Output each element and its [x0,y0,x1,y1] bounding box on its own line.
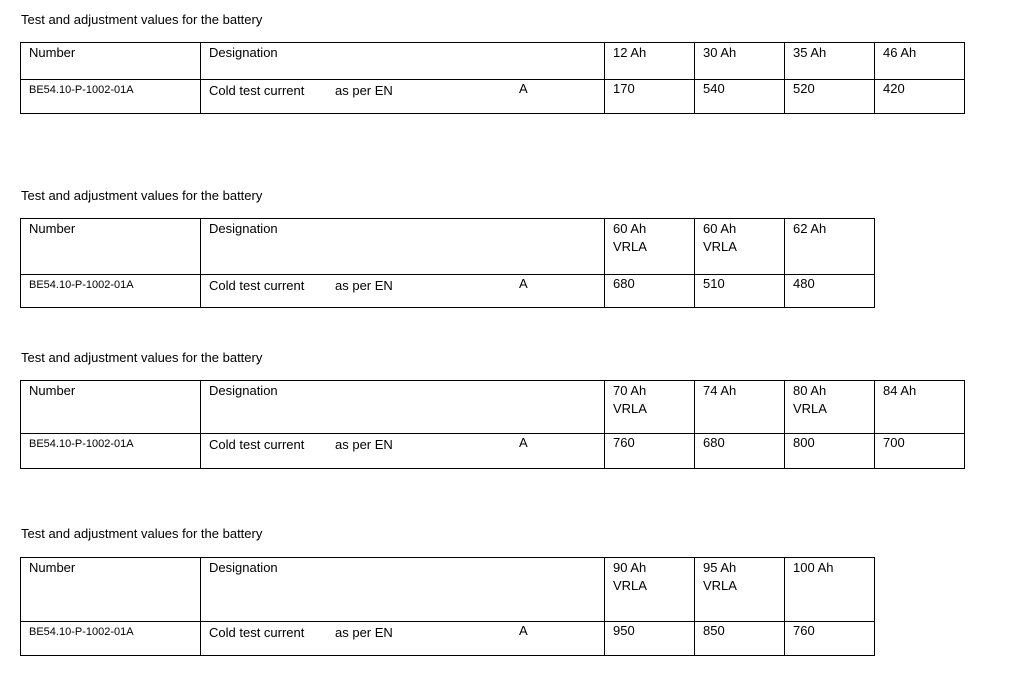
value-cell: 170 [605,80,695,114]
section-title: Test and adjustment values for the battery [21,350,263,365]
value-cell: 680 [605,275,695,308]
value-cell: 510 [695,275,785,308]
capacity-header: 30 Ah [695,43,785,80]
value-cell: 800 [785,434,875,469]
capacity-header: 90 Ah VRLA [605,558,695,622]
header-number: Number [21,43,201,80]
capacity-header: 35 Ah [785,43,875,80]
value-cell: 420 [875,80,965,114]
battery-table [20,380,965,469]
table-row [21,275,875,308]
capacity-header: 60 Ah VRLA [605,219,695,275]
row-number: BE54.10-P-1002-01A [21,434,201,469]
capacity-header: 12 Ah [605,43,695,80]
section-title: Test and adjustment values for the battery [21,526,263,541]
header-number: Number [21,558,201,622]
designation-standard: as per EN [335,625,393,640]
capacity-header: 95 Ah VRLA [695,558,785,622]
designation-label: Cold test current [209,437,305,452]
header-designation: Designation [201,219,605,275]
row-designation [201,80,605,114]
battery-table [20,557,875,656]
capacity-header: 46 Ah [875,43,965,80]
section-title: Test and adjustment values for the battery [21,188,263,203]
table-row [21,622,875,656]
value-cell: 700 [875,434,965,469]
row-number: BE54.10-P-1002-01A [21,80,201,114]
designation-unit: A [519,623,528,638]
header-designation: Designation [201,43,605,80]
designation-standard: as per EN [335,83,393,98]
designation-label: Cold test current [209,278,305,293]
row-designation [201,434,605,469]
battery-table [20,42,965,114]
capacity-header: 74 Ah [695,381,785,434]
battery-table [20,218,875,308]
value-cell: 760 [605,434,695,469]
designation-standard: as per EN [335,437,393,452]
designation-unit: A [519,435,528,450]
capacity-header: 80 Ah VRLA [785,381,875,434]
value-cell: 950 [605,622,695,656]
designation-label: Cold test current [209,83,305,98]
section-title: Test and adjustment values for the battery [21,12,263,27]
value-cell: 680 [695,434,785,469]
capacity-header: 62 Ah [785,219,875,275]
row-designation [201,275,605,308]
row-designation [201,622,605,656]
value-cell: 760 [785,622,875,656]
value-cell: 850 [695,622,785,656]
row-number: BE54.10-P-1002-01A [21,622,201,656]
header-designation: Designation [201,558,605,622]
designation-unit: A [519,276,528,291]
header-designation: Designation [201,381,605,434]
header-number: Number [21,381,201,434]
capacity-header: 84 Ah [875,381,965,434]
designation-unit: A [519,81,528,96]
value-cell: 480 [785,275,875,308]
capacity-header: 60 Ah VRLA [695,219,785,275]
header-number: Number [21,219,201,275]
designation-label: Cold test current [209,625,305,640]
value-cell: 540 [695,80,785,114]
table-row [21,434,965,469]
row-number: BE54.10-P-1002-01A [21,275,201,308]
designation-standard: as per EN [335,278,393,293]
capacity-header: 70 Ah VRLA [605,381,695,434]
capacity-header: 100 Ah [785,558,875,622]
value-cell: 520 [785,80,875,114]
table-row [21,80,965,114]
